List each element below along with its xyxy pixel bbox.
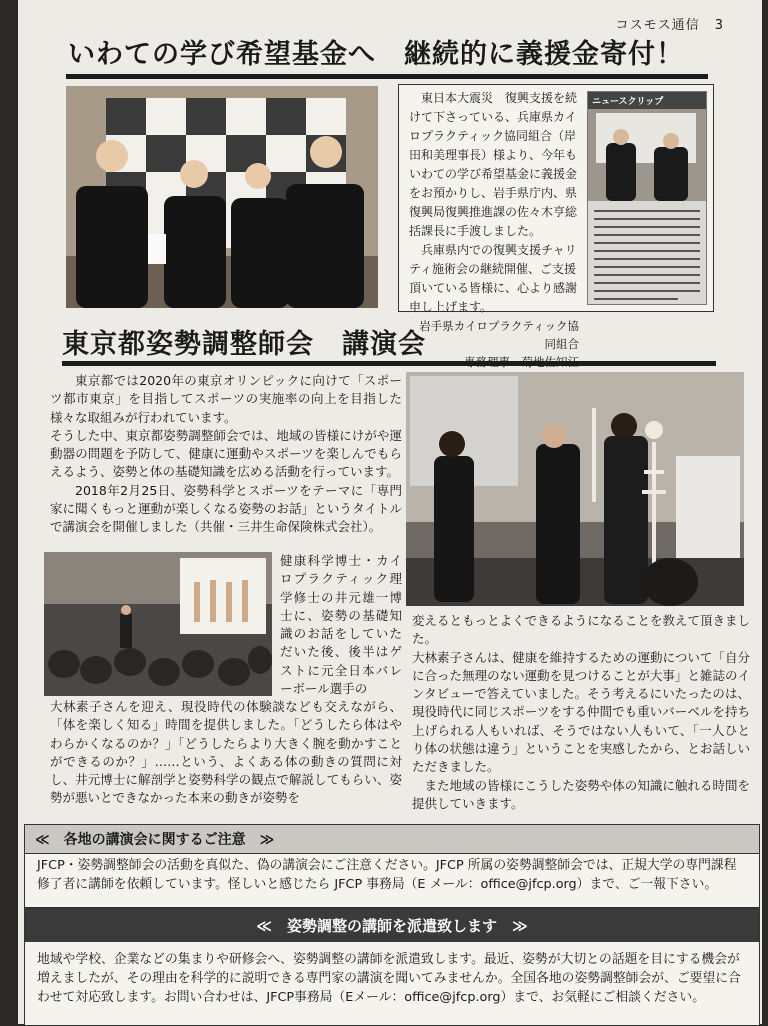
notice-body: JFCP・姿勢調整師会の活動を真似た、偽の講演会にご注意ください。JFCP 所属の姿勢調整師会では、正規大学の専門課程修了者に講師を依頼しています。怪しいと感じたら JFCP 事務局（E メール：office@jfcp.org）まで、ご一報下さい。 xyxy=(37,858,737,892)
clipping-text-lines xyxy=(588,205,706,313)
demonstration-photo-image xyxy=(406,372,744,606)
article1-title: いわての学び希望基金へ 継続的に義援金寄付！ xyxy=(68,39,684,70)
article2-paragraph-4-side: 健康科学博士・カイロプラクティック理学修士の井元雄一博士に、姿勢の基礎知識のお話をしていただいた後、後半はゲストに元全日本バレーボール選手の xyxy=(280,553,402,697)
page-header xyxy=(616,14,724,33)
notice-box xyxy=(24,824,760,908)
dispatch-body: 地域や学校、企業などの集まりや研修会へ、姿勢調整の講師を派遣致します。最近、姿勢が大切との話題を目にする機会が増えましたが、その理由を科学的に説明できる専門家の講演を聞いてみませんか。全国各地の姿勢調整師会が、ご要望に合わせて対応致します。お問い合わせは、JFCP事務局（Eメール：office@jfcp.org）まで、お気軽にご相談ください。 xyxy=(37,952,741,1005)
article1-signature-org: 岩手県カイロプラクティック協同組合 xyxy=(419,319,579,351)
dispatch-box xyxy=(24,908,760,1026)
article1-paragraph-2: 兵庫県内での復興支援チャリティ施術会の継続開催、ご支援頂いている皆様に、心より感謝申し上げます。 xyxy=(409,243,578,314)
newsletter-page xyxy=(18,0,762,1024)
article2-paragraph-6: 大林素子さんは、健康を維持するための運動について「自分に合った無理のない運動を見つけることが大事」と雑誌のインタビューで答えていました。そう考えるにいたったのは、現役時代に同じスポーツをする仲間でも重いバーベルを持ち上げられる人もいれば、そうではない人もいて、「一人ひとり体の状態は違う」ということを実感したから、とお話しいただきました。 xyxy=(412,649,750,775)
article2-paragraph-5: 変えるともっとよくできるようになることを教えて頂きました。 xyxy=(412,613,750,647)
page-number: 3 xyxy=(714,18,724,33)
donation-photo-image xyxy=(66,86,378,308)
donation-photo xyxy=(66,86,378,308)
article1-paragraph-1: 東日本大震災 復興支援を続けて下さっている、兵庫県カイロプラクティック協同組合（岸田和美理事長）様より、今年もいわての学び希望基金に義援金をお預かりし、岩手県庁内、県復興局復興推進課の佐々木亨総括課長に手渡しました。 xyxy=(409,91,578,238)
notice-title: ≪ 各地の講演会に関するご注意 ≫ xyxy=(25,825,759,854)
article2-title-rule xyxy=(62,361,716,366)
article2-paragraph-3: 2018年2月25日、姿勢科学とスポーツをテーマに「専門家に聞くもっと運動が楽しくなる姿勢のお話」というタイトルで講演会を開催しました（共催・三井生命保険株式会社）。 xyxy=(50,482,402,535)
article2-paragraph-4-full: 大林素子さんを迎え、現役時代の体験談なども交えながら、「体を楽しく知る」時間を提供しました。「どうしたら体はやわらかくなるのか？」「どうしたらより大きく腕を動かすことができるのか？」……という、よくある体の動きの質問に対し、井元博士に解剖学と姿勢科学の観点で解説してもらい、姿勢が悪いとできなかった本来の動きが姿勢を xyxy=(50,699,402,806)
article2-paragraph-2: そうした中、東京都姿勢調整師会では、地域の皆様にけがや運動器の問題を予防して、健康に運動やスポーツを楽しんでもらえるよう、姿勢と体の基礎知識を広める活動を行っています。 xyxy=(50,427,402,480)
article1-body xyxy=(409,89,579,371)
newsletter-name: コスモス通信 xyxy=(615,18,700,33)
article2-paragraph-7: また地域の皆様にこうした姿勢や体の知識に触れる時間を提供していきます。 xyxy=(412,777,750,811)
article2-paragraph-1: 東京都では2020年の東京オリンピックに向けて「スポーツ都市東京」を目指してスポーツの実施率の向上を目指した様々な取組みが行われています。 xyxy=(50,373,402,425)
clipping-photo xyxy=(588,109,706,201)
clipping-header: ニュースクリップ xyxy=(588,92,706,109)
lecture-photo xyxy=(44,552,272,696)
lecture-photo-image xyxy=(44,552,272,696)
article2-left-column-top xyxy=(50,372,402,537)
news-clipping xyxy=(587,91,707,305)
article2-right-column xyxy=(412,612,750,813)
demonstration-photo xyxy=(406,372,744,606)
article2-title: 東京都姿勢調整師会 講演会 xyxy=(62,329,426,360)
article1-title-rule xyxy=(66,74,708,79)
article1-textbox xyxy=(398,84,714,351)
dispatch-title: ≪ 姿勢調整の講師を派遣致します ≫ xyxy=(25,909,759,942)
